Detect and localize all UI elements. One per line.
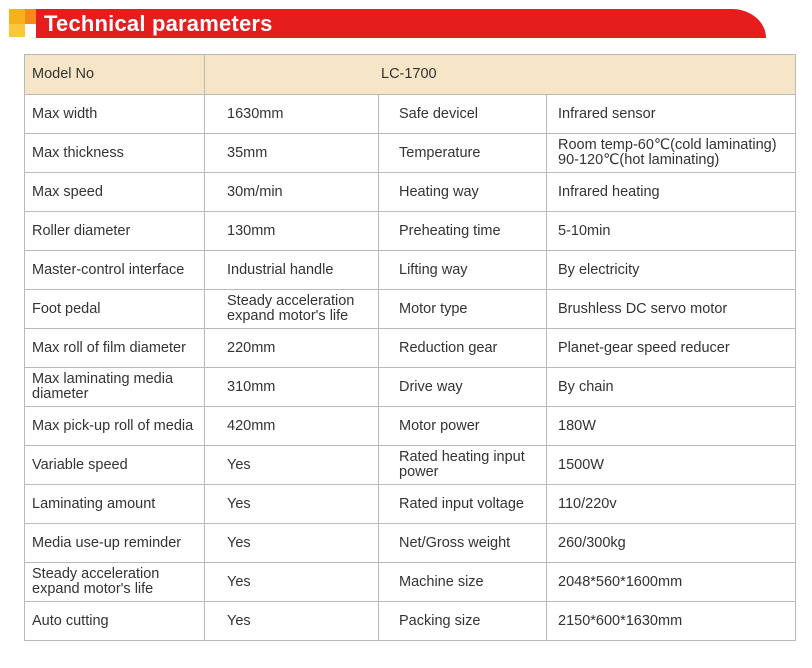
param-name: Motor power [379, 407, 547, 446]
param-value: 130mm [205, 212, 379, 251]
param-value: Brushless DC servo motor [547, 290, 796, 329]
param-name: Max thickness [25, 134, 205, 173]
param-value: Infrared sensor [547, 95, 796, 134]
table-row [25, 368, 796, 407]
param-value: 420mm [205, 407, 379, 446]
param-name: Rated heating input power [379, 446, 547, 485]
param-value: By chain [547, 368, 796, 407]
param-value: 1500W [547, 446, 796, 485]
param-value: 35mm [205, 134, 379, 173]
table-row [25, 134, 796, 173]
param-value: 110/220v [547, 485, 796, 524]
param-value: Yes [205, 563, 379, 602]
param-name: Temperature [379, 134, 547, 173]
param-name: Roller diameter [25, 212, 205, 251]
param-name: Heating way [379, 173, 547, 212]
param-name: Max speed [25, 173, 205, 212]
parameters-table [24, 54, 796, 641]
param-name: Steady acceleration expand motor's life [25, 563, 205, 602]
table-row [25, 524, 796, 563]
section-banner [0, 0, 812, 44]
param-name: Auto cutting [25, 602, 205, 641]
decor-square-icon [9, 9, 25, 24]
param-name: Packing size [379, 602, 547, 641]
table-row [25, 251, 796, 290]
table-row [25, 212, 796, 251]
param-name: Foot pedal [25, 290, 205, 329]
param-name: Rated input voltage [379, 485, 547, 524]
param-value: 2150*600*1630mm [547, 602, 796, 641]
page-title: Technical parameters [44, 11, 273, 36]
param-name: Net/Gross weight [379, 524, 547, 563]
param-value: Yes [205, 446, 379, 485]
model-value: LC-1700 [205, 55, 796, 95]
table-row [25, 329, 796, 368]
param-name: Drive way [379, 368, 547, 407]
param-value: 220mm [205, 329, 379, 368]
param-value: Planet-gear speed reducer [547, 329, 796, 368]
param-value: 30m/min [205, 173, 379, 212]
decor-square-icon [25, 9, 36, 24]
table-row [25, 563, 796, 602]
param-name: Motor type [379, 290, 547, 329]
param-value: Yes [205, 524, 379, 563]
param-name: Max width [25, 95, 205, 134]
param-name: Max laminating media diameter [25, 368, 205, 407]
param-value: Steady acceleration expand motor's life [205, 290, 379, 329]
param-value: Yes [205, 602, 379, 641]
param-name: Laminating amount [25, 485, 205, 524]
table-row [25, 95, 796, 134]
table-row [25, 290, 796, 329]
model-label: Model No [25, 55, 205, 95]
param-name: Master-control interface [25, 251, 205, 290]
param-value: 2048*560*1600mm [547, 563, 796, 602]
model-row [25, 55, 796, 95]
param-value: 1630mm [205, 95, 379, 134]
table-row [25, 446, 796, 485]
param-value: By electricity [547, 251, 796, 290]
param-value: Room temp-60℃(cold laminating) 90-120℃(hot laminating) [547, 134, 796, 173]
param-name: Media use-up reminder [25, 524, 205, 563]
param-name: Max roll of film diameter [25, 329, 205, 368]
param-name: Max pick-up roll of media [25, 407, 205, 446]
param-value: 5-10min [547, 212, 796, 251]
param-name: Machine size [379, 563, 547, 602]
param-value: 260/300kg [547, 524, 796, 563]
param-name: Preheating time [379, 212, 547, 251]
param-value: 310mm [205, 368, 379, 407]
table-row [25, 485, 796, 524]
param-value: 180W [547, 407, 796, 446]
table-row [25, 173, 796, 212]
param-value: Industrial handle [205, 251, 379, 290]
param-name: Lifting way [379, 251, 547, 290]
param-name: Safe devicel [379, 95, 547, 134]
param-name: Variable speed [25, 446, 205, 485]
param-name: Reduction gear [379, 329, 547, 368]
decor-square-icon [9, 24, 25, 37]
table-row [25, 602, 796, 641]
table-row [25, 407, 796, 446]
param-value: Infrared heating [547, 173, 796, 212]
param-value: Yes [205, 485, 379, 524]
